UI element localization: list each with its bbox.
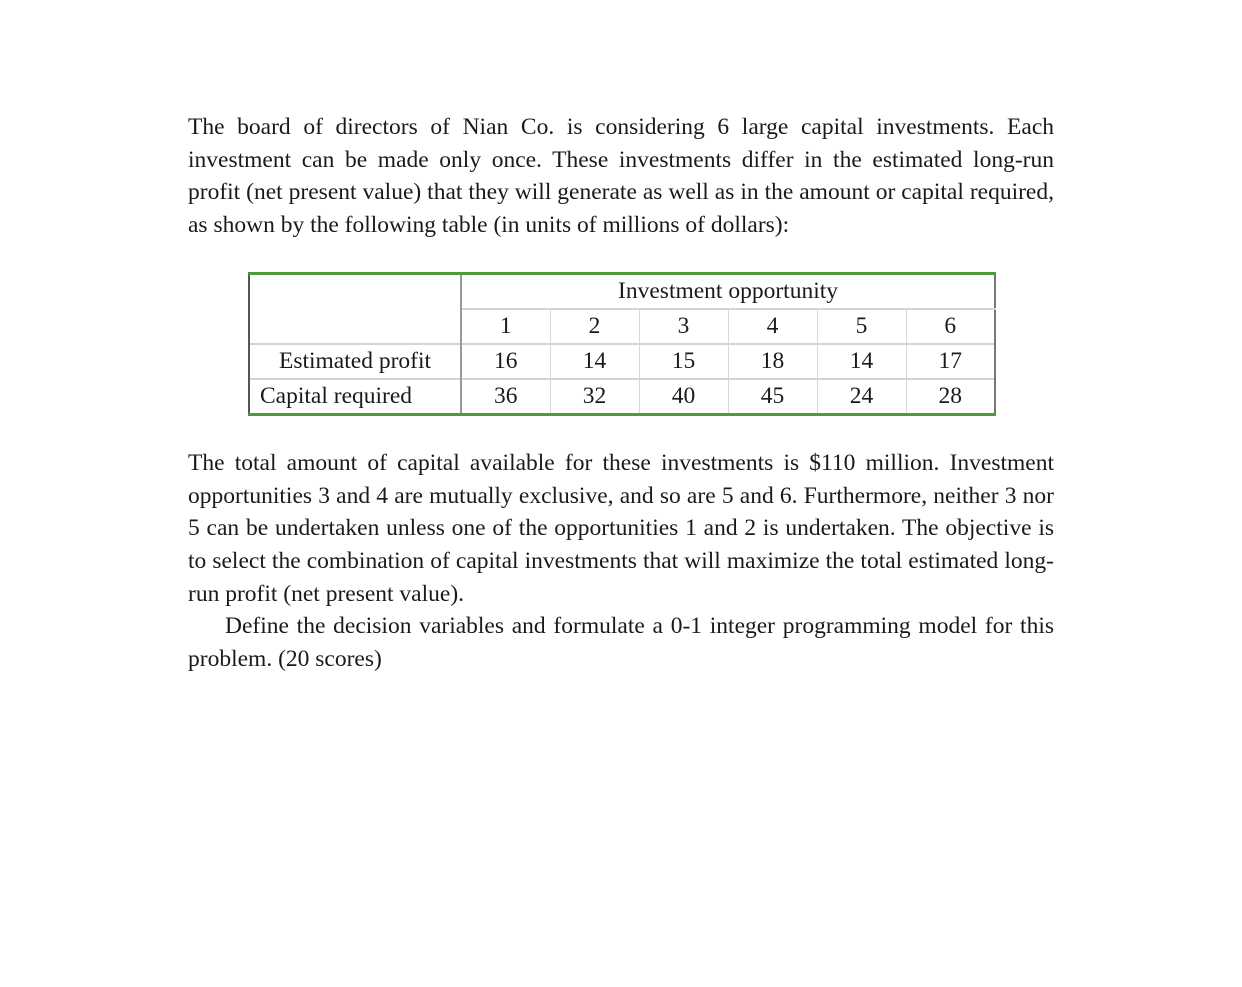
table-cell: 16 xyxy=(461,344,550,379)
table-cell: 45 xyxy=(728,379,817,415)
column-header: 6 xyxy=(906,309,995,344)
group-header: Investment opportunity xyxy=(461,274,995,310)
intro-paragraph: The board of directors of Nian Co. is considering 6 large capital investments. Each investment can be made only once. These investments differ in the estimated long-run profit (net present value) that they will generate as well as in the amount or capital required, as shown by the following table (in units of millions of dollars): xyxy=(188,114,1054,239)
column-header: 2 xyxy=(550,309,639,344)
table-cell: 32 xyxy=(550,379,639,415)
task-paragraph: Define the decision variables and formulate a 0-1 integer programming model for this problem. (20 scores) xyxy=(188,613,1054,672)
table-cell: 14 xyxy=(817,344,906,379)
table-corner-cell xyxy=(249,274,461,345)
table-cell: 17 xyxy=(906,344,995,379)
table-cell: 40 xyxy=(639,379,728,415)
table-row xyxy=(249,379,995,415)
table-cell: 18 xyxy=(728,344,817,379)
table-group-header-row xyxy=(249,274,995,310)
table-cell: 36 xyxy=(461,379,550,415)
table-cell: 14 xyxy=(550,344,639,379)
row-label: Estimated profit xyxy=(249,344,461,379)
row-label: Capital required xyxy=(249,379,461,415)
column-header: 5 xyxy=(817,309,906,344)
table-cell: 15 xyxy=(639,344,728,379)
table-cell: 28 xyxy=(906,379,995,415)
column-header: 3 xyxy=(639,309,728,344)
table-row xyxy=(249,344,995,379)
table-cell: 24 xyxy=(817,379,906,415)
investment-table xyxy=(248,272,996,416)
constraints-paragraph: The total amount of capital available for these investments is $110 million. Investment opportunities 3 and 4 are mutually exclusive, and so are 5 and 6. Furthermore, neither 3 nor 5 can be undertaken unless one of the opportunities 1 and 2 is undertaken. The objective is to select the combination of capital investments that will maximize the total estimated long-run profit (net present value). xyxy=(188,450,1054,607)
column-header: 4 xyxy=(728,309,817,344)
column-header: 1 xyxy=(461,309,550,344)
